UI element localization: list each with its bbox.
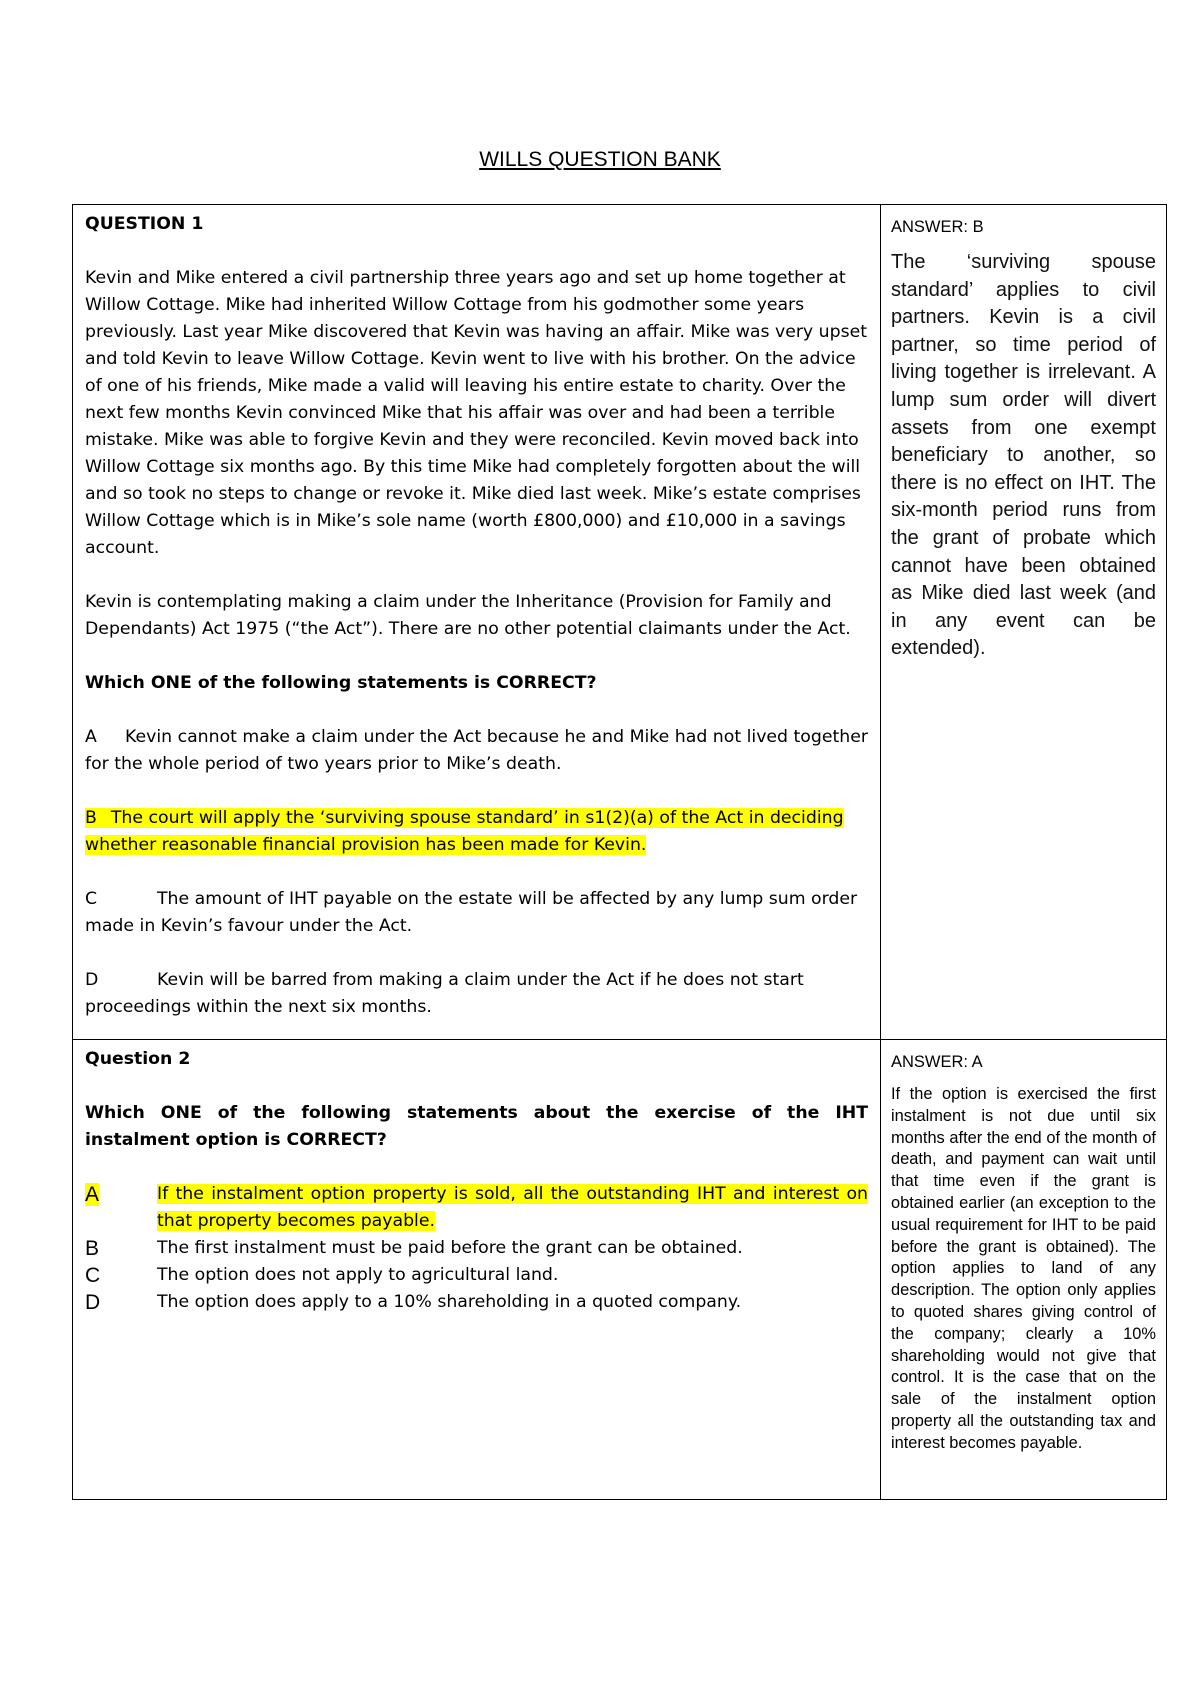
question-1-scenario: Kevin and Mike entered a civil partnership three years ago and set up home together at Willow Cottage. Mike had inherited Willow Cottage from his godmother some years previously. Last year Mike discovered that Kevin was having an affair. Mike was very upset and told Kevin to leave Willow Cottage. Kevin went to live with his brother. On the advice of one of his friends, Mike made a valid will leaving his entire estate to charity. Over the next few months Kevin convinced Mike that his affair was over and had been a terrible mistake. Mike was able to forgive Kevin and they were reconciled. Kevin moved back into Willow Cottage six months ago. By this time Mike had completely forgotten about the will and so took no steps to change or revoke it. Mike died last week. Mike’s estate comprises Willow Cottage which is in Mike’s sole name (worth £800,000) and £10,000 in a savings account. (85, 268, 867, 558)
answer-1-cell (881, 205, 1167, 1040)
option-text: Kevin will be barred from making a claim under the Act if he does not start proceedings within the next six months. (85, 970, 804, 1017)
page-title: WILLS QUESTION BANK (479, 148, 721, 171)
question-2-option-a (85, 1181, 868, 1235)
answer-2-explanation: If the option is exercised the first instalment is not due until six months after the end of the month of death, and payment can wait until that time even if the grant is obtained earlier (an exception to the usual requirement for IHT to be paid before the grant is obtained). The option applies to land of any description. The option only applies to quoted shares giving control of the company; clearly a 10% shareholding would not give that control. It is the case that on the sale of the instalment option property all the outstanding tax and interest becomes payable. (891, 1085, 1156, 1452)
question-2-heading: Question 2 (85, 1049, 191, 1069)
question-row-1 (73, 205, 1167, 1040)
option-text: The option does apply to a 10% shareholding in a quoted company. (157, 1292, 742, 1312)
question-1-option-b (85, 805, 868, 859)
option-letter: C (85, 1264, 101, 1287)
answer-1-explanation: The ‘surviving spouse standard’ applies to civil partners. Kevin is a civil partner, so time period of living together is irrelevant. A lump sum order will divert assets from one exempt beneficiary to another, so there is no effect on IHT. The six-month period runs from the grant of probate which cannot have been obtained as Mike died last week (and in any event can be extended). (891, 251, 1156, 660)
option-letter: D (85, 1291, 101, 1314)
option-letter: A (85, 727, 97, 747)
question-1-context: Kevin is contemplating making a claim under the Inheritance (Provision for Family and Dependants) Act 1975 (“the Act”). There are no other potential claimants under the Act. (85, 592, 851, 639)
option-letter: D (85, 970, 99, 990)
question-2-cell (73, 1040, 881, 1500)
option-letter: B (85, 1237, 100, 1260)
question-table (72, 204, 1167, 1500)
question-1-cell (73, 205, 881, 1040)
question-2-option-c (85, 1262, 868, 1289)
question-1-option-c (85, 886, 868, 940)
option-text: The court will apply the ‘surviving spouse standard’ in s1(2)(a) of the Act in deciding whether reasonable financial provision has been made for Kevin. (85, 808, 844, 855)
option-text: Kevin cannot make a claim under the Act because he and Mike had not lived together for the whole period of two years prior to Mike’s death. (85, 727, 868, 774)
answer-2-label: ANSWER: A (891, 1053, 983, 1071)
question-2-prompt: Which ONE of the following statements about the exercise of the IHT instalment option is CORRECT? (85, 1103, 868, 1150)
question-1-prompt: Which ONE of the following statements is CORRECT? (85, 673, 597, 693)
question-1-heading: QUESTION 1 (85, 214, 204, 234)
question-1-option-d (85, 967, 868, 1021)
option-letter: C (85, 889, 98, 909)
option-letter: B (85, 808, 111, 828)
question-2-option-d (85, 1289, 868, 1316)
option-letter: A (85, 1183, 100, 1206)
question-row-2 (73, 1040, 1167, 1500)
option-text: The first instalment must be paid before the grant can be obtained. (157, 1238, 743, 1258)
option-text: If the instalment option property is sold, all the outstanding IHT and interest on that property becomes payable. (157, 1184, 868, 1231)
option-text: The amount of IHT payable on the estate will be affected by any lump sum order made in Kevin’s favour under the Act. (85, 889, 858, 936)
answer-1-label: ANSWER: B (891, 218, 984, 236)
option-text: The option does not apply to agricultural land. (157, 1265, 559, 1285)
answer-2-cell (881, 1040, 1167, 1500)
question-2-option-b (85, 1235, 868, 1262)
question-1-option-a (85, 724, 868, 778)
